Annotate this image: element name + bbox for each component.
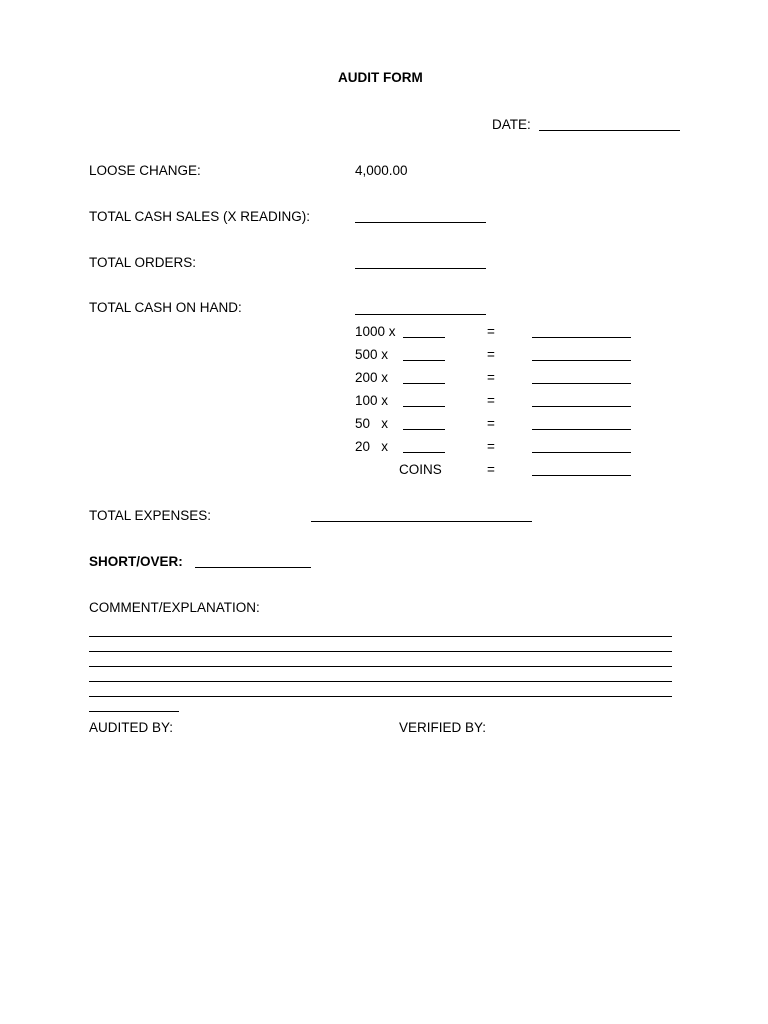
comment-line[interactable] — [89, 711, 179, 712]
denomination-count-line[interactable] — [403, 383, 445, 384]
audited-by-label: AUDITED BY: — [89, 720, 174, 735]
short-over-input-line[interactable] — [195, 567, 311, 568]
denomination-count-line[interactable] — [403, 406, 445, 407]
form-title: AUDIT FORM — [338, 70, 423, 85]
denomination-label: 100 x — [355, 393, 389, 408]
denomination-equals: = — [487, 416, 495, 431]
loose-change-value: 4,000.00 — [355, 163, 408, 178]
denomination-label: 50 x — [355, 416, 389, 431]
comment-line[interactable] — [89, 666, 672, 667]
short-over-label: SHORT/OVER: — [89, 554, 183, 569]
comment-line[interactable] — [89, 636, 672, 637]
denomination-count-line[interactable] — [403, 360, 445, 361]
loose-change-label: LOOSE CHANGE: — [89, 163, 201, 178]
denomination-count-line[interactable] — [403, 337, 445, 338]
denomination-label: 500 x — [355, 347, 389, 362]
comment-label: COMMENT/EXPLANATION: — [89, 600, 260, 615]
denomination-equals: = — [487, 462, 495, 477]
denomination-equals: = — [487, 370, 495, 385]
comment-line[interactable] — [89, 651, 672, 652]
denomination-equals: = — [487, 324, 495, 339]
total-cash-on-hand-label: TOTAL CASH ON HAND: — [89, 300, 242, 315]
date-input-line[interactable] — [539, 130, 680, 131]
denomination-amount-line[interactable] — [532, 383, 631, 384]
denomination-amount-line[interactable] — [532, 475, 631, 476]
total-cash-sales-label: TOTAL CASH SALES (X READING): — [89, 209, 311, 224]
denomination-label: 200 x — [355, 370, 389, 385]
denomination-label: 20 x — [355, 439, 389, 454]
total-orders-label: TOTAL ORDERS: — [89, 255, 197, 270]
verified-by-label: VERIFIED BY: — [399, 720, 487, 735]
total-cash-on-hand-input-line[interactable] — [355, 314, 486, 315]
denomination-count-line[interactable] — [403, 429, 445, 430]
denomination-amount-line[interactable] — [532, 360, 631, 361]
denomination-amount-line[interactable] — [532, 337, 631, 338]
comment-line[interactable] — [89, 681, 672, 682]
denomination-equals: = — [487, 439, 495, 454]
comment-line[interactable] — [89, 696, 672, 697]
total-expenses-input-line[interactable] — [311, 521, 532, 522]
denomination-equals: = — [487, 393, 495, 408]
denomination-count-line[interactable] — [403, 452, 445, 453]
total-orders-input-line[interactable] — [355, 268, 486, 269]
denomination-label: COINS — [399, 462, 442, 477]
denomination-amount-line[interactable] — [532, 452, 631, 453]
date-label: DATE: — [492, 117, 531, 132]
denomination-amount-line[interactable] — [532, 429, 631, 430]
total-cash-sales-input-line[interactable] — [355, 222, 486, 223]
total-expenses-label: TOTAL EXPENSES: — [89, 508, 212, 523]
denomination-equals: = — [487, 347, 495, 362]
denomination-label: 1000 x — [355, 324, 396, 339]
denomination-amount-line[interactable] — [532, 406, 631, 407]
